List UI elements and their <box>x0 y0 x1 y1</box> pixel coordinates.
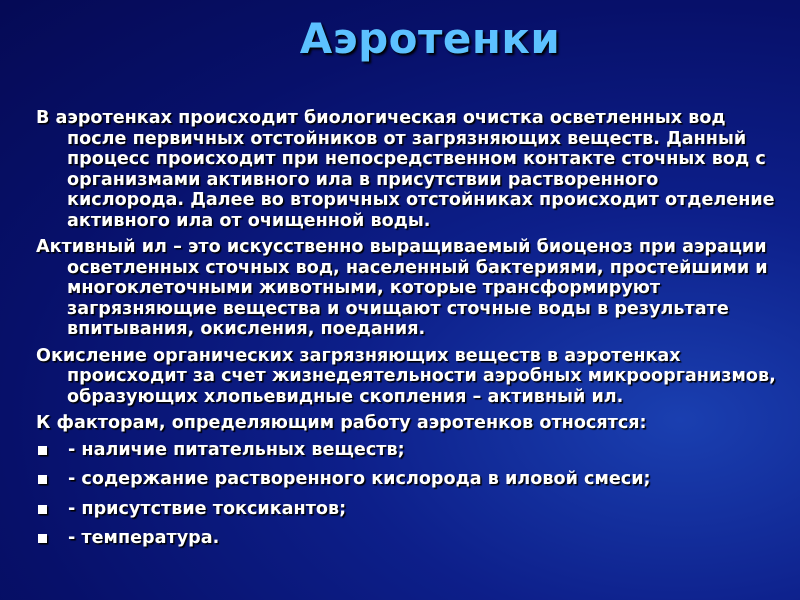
factors-list <box>36 440 776 549</box>
paragraph-biological-treatment: В аэротенках происходит биологическая очистка осветленных вод после первичных отстойников от загрязняющих веществ. Данный процесс происходит при непосредственном контакте сточных вод с организмами активного ила в присутствии растворенного кислорода. Далее во вторичных отстойниках происходит отделение активного ила от очищенной воды. <box>36 108 775 231</box>
list-item-text: - температура. <box>68 528 220 548</box>
slide-title: Аэротенки <box>299 14 561 63</box>
list-item-text: - наличие питательных веществ; <box>68 439 405 460</box>
list-item <box>36 469 776 490</box>
list-item <box>36 440 776 461</box>
square-bullet-icon <box>38 475 47 484</box>
list-item <box>36 499 776 520</box>
square-bullet-icon <box>38 446 47 455</box>
paragraph-factors-intro: К факторам, определяющим работу аэротенков относятся: <box>36 413 647 433</box>
square-bullet-icon <box>38 534 47 543</box>
list-item-text: - содержание растворенного кислорода в иловой смеси; <box>68 469 651 489</box>
slide-content <box>36 108 776 558</box>
square-bullet-icon <box>38 505 47 514</box>
list-item <box>36 528 776 549</box>
list-item-text: - присутствие токсикантов; <box>68 498 347 519</box>
paragraph-oxidation: Окисление органических загрязняющих веществ в аэротенках происходит за счет жизнедеятельности аэробных микроорганизмов, образующих хлопьевидные скопления – активный ил. <box>36 345 776 407</box>
paragraph-activated-sludge: Активный ил – это искусственно выращиваемый биоценоз при аэрации осветленных сточных вод, населенный бактериями, простейшими и многоклеточными животными, которые трансформируют загрязняющие вещества и очищают сточные воды в результате впитывания, окисления, поедания. <box>36 237 768 339</box>
